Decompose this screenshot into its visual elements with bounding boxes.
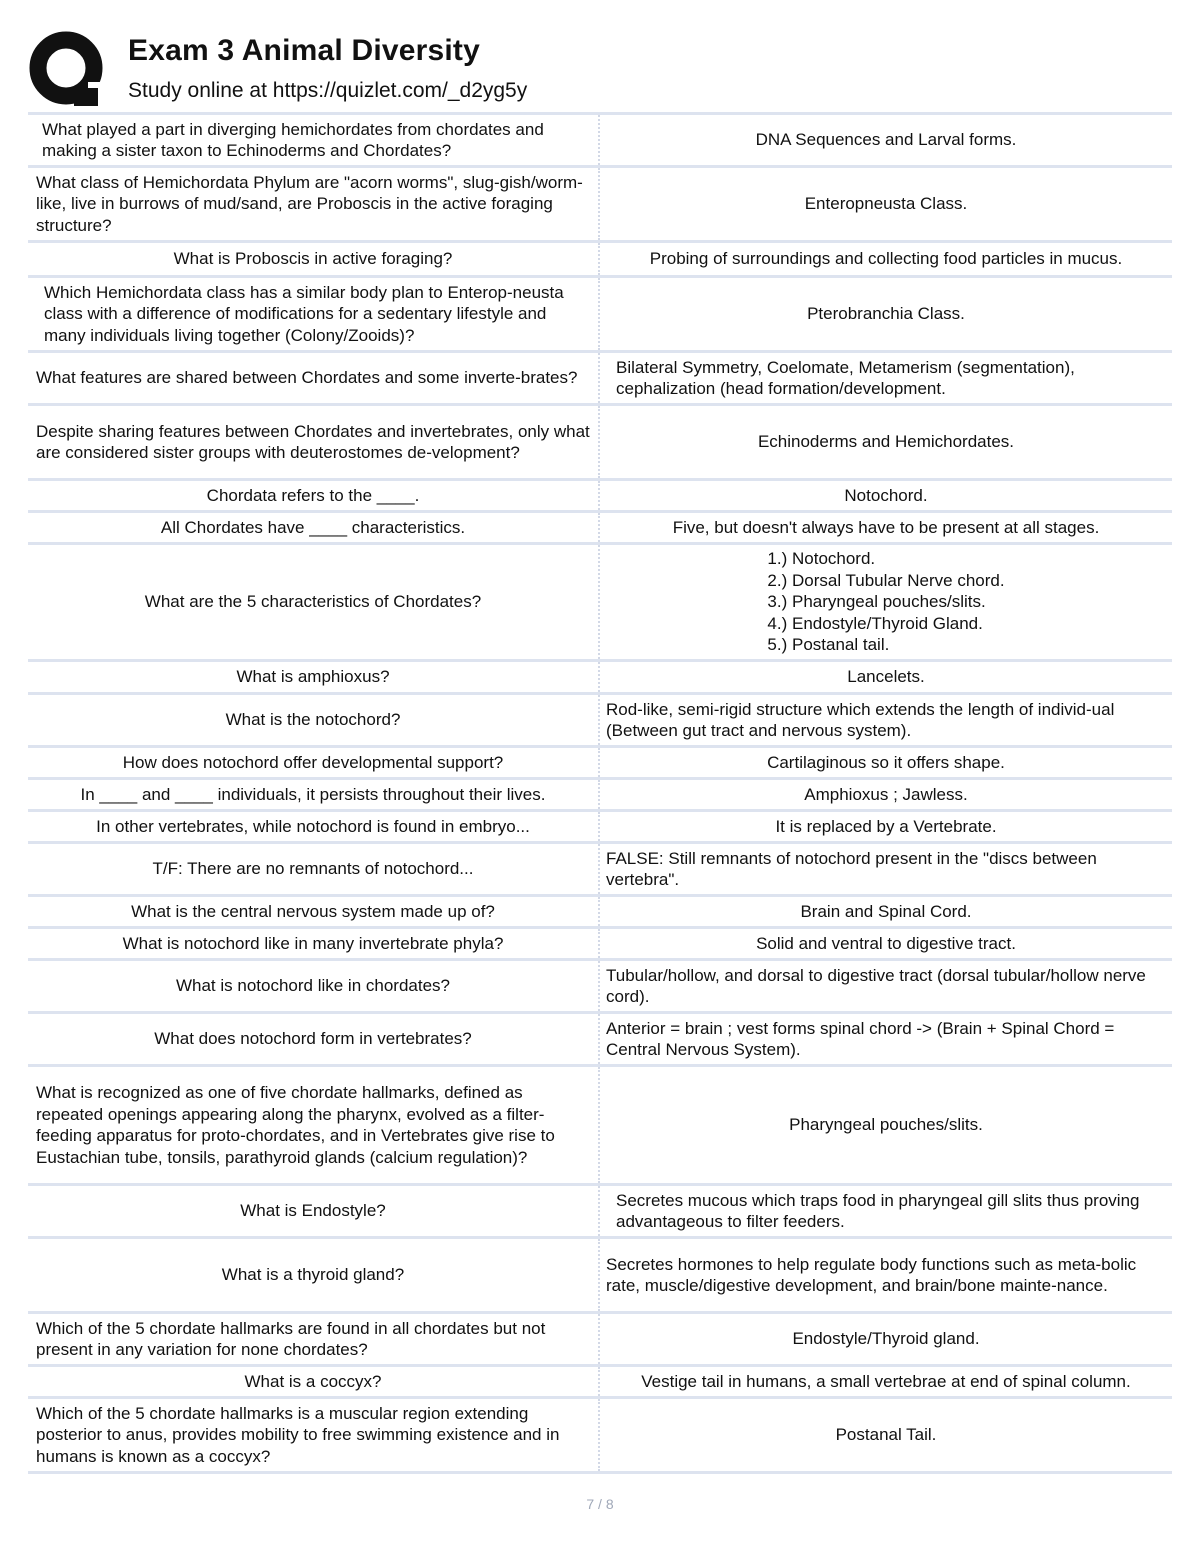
answer-cell: Brain and Spinal Cord. bbox=[800, 901, 972, 921]
flashcard-row bbox=[28, 926, 1172, 958]
answer-cell: Echinoderms and Hemichordates. bbox=[757, 432, 1015, 452]
flashcard-row bbox=[28, 659, 1172, 692]
question-cell: In ____ and ____ individuals, it persists throughout their lives. bbox=[28, 780, 600, 809]
question-cell: What are the 5 characteristics of Chordates? bbox=[28, 545, 600, 659]
page-title: Exam 3 Animal Diversity bbox=[128, 34, 480, 67]
flashcard-row bbox=[28, 1064, 1172, 1183]
characteristics-list: 1.) Notochord. 2.) Dorsal Tubular Nerve chord. 3.) Pharyngeal pouches/slits. 4.) Endostyle/Thyroid Gland. 5.) Postanal tail. bbox=[767, 549, 1005, 655]
question-cell: Which Hemichordata class has a similar body plan to Enterop-neusta class with a difference of modifications for a sedentary lifestyle and many individuals living together (Colony/Zooids)? bbox=[28, 278, 600, 350]
flashcard-row bbox=[28, 745, 1172, 777]
question-cell: Which of the 5 chordate hallmarks are found in all chordates but not present in any variation for none chordates? bbox=[28, 1314, 600, 1364]
answer-cell: Anterior = brain ; vest forms spinal chord -> (Brain + Spinal Chord = Central Nervous System). bbox=[606, 1018, 1115, 1059]
question-cell: What is recognized as one of five chordate hallmarks, defined as repeated openings appearing along the pharynx, evolved as a filter-feeding apparatus for proto-chordates, and in Vertebrates give rise to Eustachian tube, tonsils, parathyroid glands (calcium regulation)? bbox=[28, 1067, 600, 1183]
answer-cell: DNA Sequences and Larval forms. bbox=[755, 130, 1017, 150]
answer-cell: Five, but doesn't always have to be present at all stages. bbox=[672, 517, 1100, 537]
answer-cell: Notochord. bbox=[844, 485, 928, 505]
answer-cell: Secretes hormones to help regulate body functions such as meta-bolic rate, muscle/digestive development, and brain/bone mainte-nance. bbox=[606, 1254, 1137, 1295]
answer-cell: Secretes mucous which traps food in pharyngeal gill slits thus proving advantageous to filter feeders. bbox=[616, 1190, 1140, 1231]
flashcard-row bbox=[28, 1364, 1172, 1396]
page-header bbox=[28, 28, 1178, 108]
question-cell: What is Endostyle? bbox=[28, 1186, 600, 1236]
flashcard-row bbox=[28, 112, 1172, 165]
answer-cell: Solid and ventral to digestive tract. bbox=[756, 933, 1016, 953]
question-cell: What is a coccyx? bbox=[28, 1367, 600, 1396]
answer-cell: Probing of surroundings and collecting food particles in mucus. bbox=[649, 249, 1123, 269]
flashcard-row bbox=[28, 692, 1172, 745]
answer-cell: Lancelets. bbox=[847, 667, 925, 687]
answer-cell: Vestige tail in humans, a small vertebrae at end of spinal column. bbox=[641, 1371, 1131, 1391]
question-cell: What played a part in diverging hemichordates from chordates and making a sister taxon to Echinoderms and Chordates? bbox=[28, 115, 600, 165]
question-cell: All Chordates have ____ characteristics. bbox=[28, 513, 600, 542]
question-cell: In other vertebrates, while notochord is found in embryo... bbox=[28, 812, 600, 841]
flashcard-row bbox=[28, 958, 1172, 1011]
flashcard-row bbox=[28, 1183, 1172, 1236]
answer-cell: Cartilaginous so it offers shape. bbox=[767, 752, 1005, 772]
study-online-link[interactable]: Study online at https://quizlet.com/_d2yg5y bbox=[128, 79, 528, 102]
answer-cell: Endostyle/Thyroid gland. bbox=[792, 1329, 980, 1349]
question-cell: What is notochord like in many invertebrate phyla? bbox=[28, 929, 600, 958]
answer-cell: Enteropneusta Class. bbox=[804, 194, 968, 214]
question-cell: T/F: There are no remnants of notochord... bbox=[28, 844, 600, 894]
flashcard-row bbox=[28, 478, 1172, 510]
answer-cell: FALSE: Still remnants of notochord present in the "discs between vertebra". bbox=[606, 848, 1097, 889]
flashcard-row bbox=[28, 350, 1172, 403]
flashcard-row bbox=[28, 275, 1172, 350]
question-cell: What is Proboscis in active foraging? bbox=[28, 243, 600, 275]
question-cell: What is amphioxus? bbox=[28, 662, 600, 692]
answer-cell: Amphioxus ; Jawless. bbox=[804, 784, 968, 804]
answer-cell: Tubular/hollow, and dorsal to digestive tract (dorsal tubular/hollow nerve cord). bbox=[606, 965, 1146, 1006]
question-cell: What does notochord form in vertebrates? bbox=[28, 1014, 600, 1064]
quizlet-logo-icon bbox=[28, 30, 108, 110]
flashcard-row bbox=[28, 165, 1172, 240]
answer-cell: It is replaced by a Vertebrate. bbox=[775, 816, 997, 836]
question-cell: Chordata refers to the ____. bbox=[28, 481, 600, 510]
question-cell: What is a thyroid gland? bbox=[28, 1239, 600, 1311]
flashcard-row bbox=[28, 894, 1172, 926]
flashcard-row bbox=[28, 403, 1172, 478]
answer-cell: Pharyngeal pouches/slits. bbox=[789, 1115, 983, 1135]
flashcard-row bbox=[28, 542, 1172, 659]
flashcard-table bbox=[28, 112, 1172, 1474]
question-cell: How does notochord offer developmental support? bbox=[28, 748, 600, 777]
answer-cell bbox=[600, 545, 1172, 659]
flashcard-row bbox=[28, 841, 1172, 894]
flashcard-row bbox=[28, 510, 1172, 542]
flashcard-row bbox=[28, 1311, 1172, 1364]
page-number: 7 / 8 bbox=[586, 1496, 614, 1512]
question-cell: What is notochord like in chordates? bbox=[28, 961, 600, 1011]
flashcard-row bbox=[28, 809, 1172, 841]
question-cell: What class of Hemichordata Phylum are "acorn worms", slug-gish/worm-like, live in burrows of mud/sand, are Proboscis in the active foraging structure? bbox=[28, 168, 600, 240]
flashcard-row bbox=[28, 1011, 1172, 1064]
question-cell: What features are shared between Chordates and some inverte-brates? bbox=[28, 353, 600, 403]
question-cell: Despite sharing features between Chordates and invertebrates, only what are considered sister groups with deuterostomes de-velopment? bbox=[28, 406, 600, 478]
question-cell: What is the central nervous system made up of? bbox=[28, 897, 600, 926]
flashcard-row bbox=[28, 1236, 1172, 1311]
answer-cell: Rod-like, semi-rigid structure which extends the length of individ-ual (Between gut tract and nervous system). bbox=[606, 699, 1115, 740]
flashcard-row bbox=[28, 777, 1172, 809]
flashcard-row bbox=[28, 240, 1172, 275]
answer-cell: Bilateral Symmetry, Coelomate, Metamerism (segmentation), cephalization (head formation/development. bbox=[616, 357, 1075, 398]
question-cell: What is the notochord? bbox=[28, 695, 600, 745]
answer-cell: Pterobranchia Class. bbox=[807, 304, 965, 324]
answer-cell: Postanal Tail. bbox=[835, 1425, 937, 1445]
question-cell: Which of the 5 chordate hallmarks is a muscular region extending posterior to anus, provides mobility to free swimming existence and in humans is known as a coccyx? bbox=[28, 1399, 600, 1471]
flashcard-row bbox=[28, 1396, 1172, 1474]
